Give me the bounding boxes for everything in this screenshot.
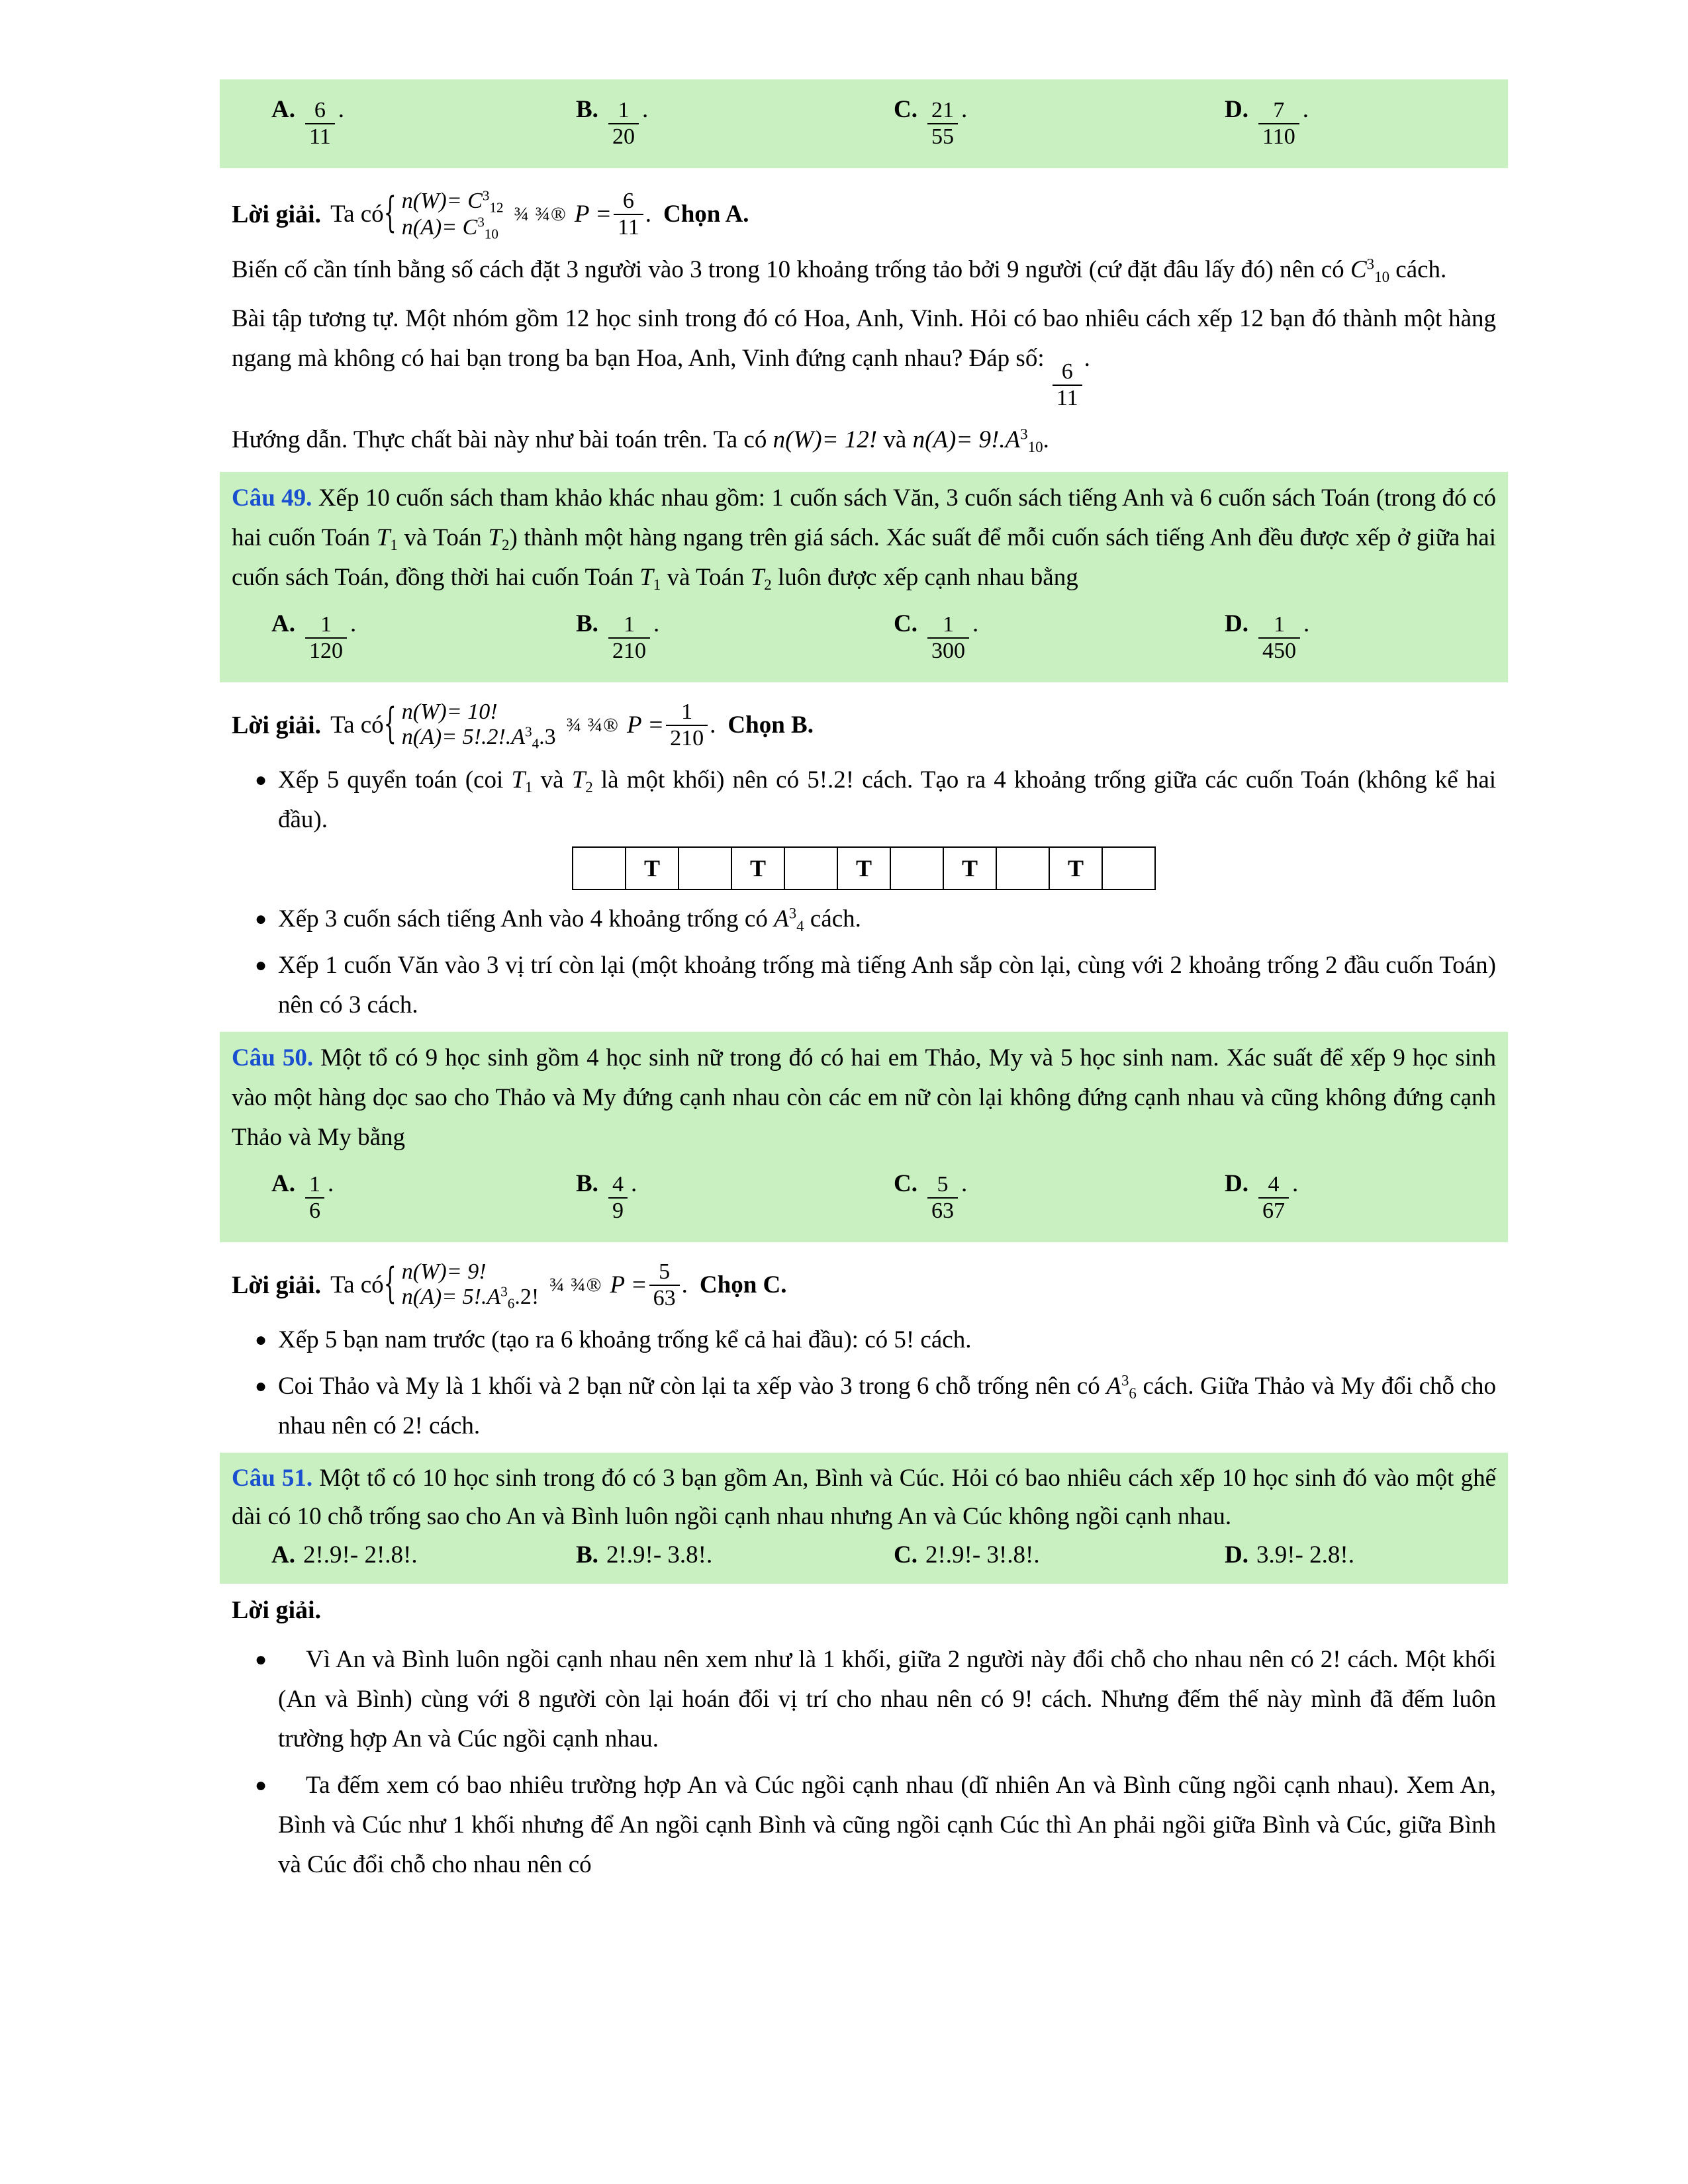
q49-bullet-1-t2: T [571, 766, 586, 794]
q48-combination-sub: 10 [1374, 269, 1390, 286]
option-b-period: . [641, 96, 649, 123]
q48-combination-symbol: C [1350, 256, 1367, 284]
option-a-period: . [338, 96, 345, 123]
q49-answers-row [232, 600, 1496, 674]
q50-probability-denominator: 63 [649, 1285, 680, 1311]
q50-option-c-numerator: 5 [937, 1171, 949, 1197]
q49-solution-system [402, 700, 556, 751]
q50-option-c-period: . [961, 1169, 968, 1197]
q50-option-a-letter: A. [271, 1169, 295, 1197]
q49-n-omega: n(W)= 10! [401, 700, 498, 725]
q51-option-c-text: 2!.9!- 3!.8!. [925, 1541, 1040, 1569]
option-a-denominator: 11 [305, 123, 335, 150]
q49-option-b-period: . [653, 610, 660, 637]
q49-option-a-denominator: 120 [305, 637, 347, 664]
q50-n-a-line [401, 1283, 539, 1312]
q49-probability-fraction [666, 700, 708, 751]
option-a-letter: A. [271, 96, 295, 123]
q49-t3-sub: 1 [653, 576, 661, 593]
option-d-numerator: 7 [1273, 98, 1285, 122]
slot-cell: T [625, 846, 678, 890]
solution-label: Lời giải. [232, 200, 322, 228]
q50-option-b-denominator: 9 [608, 1197, 628, 1224]
q49-text-4: và Toán [667, 563, 745, 591]
q49-option-c-letter: C. [894, 610, 917, 637]
q50-option-b-letter: B. [576, 1169, 598, 1197]
option-d-period: . [1302, 96, 1309, 123]
q51-solution-label [232, 1590, 1496, 1631]
n-omega-label: n(W)= [401, 188, 462, 213]
q49-probability-period: . [710, 711, 716, 739]
q49-probability-numerator: 1 [681, 700, 693, 725]
q50-implies-arrow: ¾ ¾® [549, 1273, 602, 1296]
slots-diagram [232, 846, 1496, 890]
q49-t1: T [376, 524, 391, 552]
q51-answers-row [232, 1537, 1496, 1576]
q49-bullet-1-body [278, 760, 1496, 840]
q50-probability-label: P = [610, 1271, 647, 1299]
bullet-icon: ● [254, 1329, 267, 1351]
q49-bullet-2-body [278, 899, 1496, 939]
q49-t2: T [488, 524, 502, 552]
q49-solution-label: Lời giải. [232, 711, 322, 739]
bullet-icon: ● [254, 954, 267, 977]
q49-choose-answer: Chọn B. [727, 711, 814, 739]
q49-probability-label: P = [626, 711, 665, 739]
slot-cell: T [837, 846, 890, 890]
q48-hint-na-sub: 10 [1027, 439, 1043, 456]
q49-t4-sub: 2 [764, 576, 772, 593]
q49-option-a-letter: A. [271, 610, 295, 637]
q51-statement [232, 1459, 1496, 1535]
q49-option-c-denominator: 300 [927, 637, 969, 664]
q50-bullet-2-sup: 3 [1121, 1372, 1129, 1389]
option-c-period: . [961, 96, 968, 123]
q49-text-3: ) thành một hàng ngang trên giá sách. Xác suất để mỗi cuốn sách tiếng Anh đều được xếp ở giữa hai cuốn sách Toán, đồng thời hai cuốn Toán [232, 524, 1496, 591]
q49-block [220, 472, 1508, 682]
q50-n-a-value: 5!.A [462, 1284, 501, 1309]
q48-explanation-1-tail: cách. [1395, 256, 1447, 284]
solution-lead: Ta có [330, 201, 384, 228]
q49-bullet-2-arrangement: A [774, 905, 789, 933]
q50-n-a-label: n(A)= [401, 1284, 457, 1309]
bullet-icon: ● [254, 908, 267, 931]
q49-option-b-fraction [608, 612, 650, 664]
q50-solution-line [232, 1259, 1496, 1311]
q51-option-c[interactable] [894, 1541, 1225, 1569]
q50-option-a-denominator: 6 [305, 1197, 324, 1224]
q48-explanation-1 [232, 250, 1496, 290]
system-brace: { [383, 189, 397, 238]
option-d-fraction [1258, 98, 1299, 150]
q49-solution-lead: Ta có [330, 711, 384, 739]
q48-hint [232, 420, 1496, 460]
q48-hint-period: . [1043, 426, 1049, 454]
q48-hint-na-sup: 3 [1020, 426, 1028, 443]
q48-similar-exercise [232, 299, 1496, 411]
option-b[interactable] [576, 95, 894, 150]
option-b-fraction [608, 98, 639, 150]
option-b-denominator: 20 [608, 123, 639, 150]
answers-row [232, 86, 1496, 160]
probability-denominator: 11 [614, 214, 643, 240]
n-omega-sup: 3 [482, 187, 490, 204]
q50-answers-row [232, 1160, 1496, 1234]
n-omega-sub: 12 [489, 199, 504, 216]
q49-option-b-denominator: 210 [608, 637, 650, 664]
option-c-fraction [927, 98, 958, 150]
q49-option-a[interactable] [271, 610, 576, 664]
q50-option-d-numerator: 4 [1268, 1171, 1280, 1197]
q49-n-a-line [401, 723, 556, 752]
n-a-value: C [462, 214, 478, 240]
q51-block [220, 1453, 1508, 1584]
q49-option-d-period: . [1303, 610, 1310, 637]
q50-probability-period: . [681, 1271, 688, 1299]
system-line-2 [402, 215, 498, 240]
q49-bullet-2 [232, 899, 1496, 939]
q51-bullet-1-body: Vì An và Bình luôn ngồi cạnh nhau nên xem như là 1 khối, giữa 2 người này đổi chỗ cho nhau nên có 2! cách. Một khối (An và Bình) cùng với 8 người còn lại hoán đổi vị trí cho nhau nên có 9! cách. Nhưng đếm thế này mình đã đếm luôn trường hợp An và Cúc ngồi cạnh nhau. [278, 1646, 1496, 1753]
q49-bullet-1-t2-sub: 2 [585, 779, 593, 796]
q49-solution-line [232, 700, 1496, 751]
option-c[interactable] [894, 95, 1225, 150]
q50-option-b-fraction [608, 1172, 628, 1224]
q50-option-a-fraction [305, 1172, 324, 1224]
q51-option-d-text: 3.9!- 2.8!. [1256, 1541, 1354, 1569]
q48-answer-row [220, 79, 1508, 168]
option-c-denominator: 55 [927, 123, 958, 150]
q50-choose-answer: Chọn C. [699, 1271, 787, 1299]
q48-similar-fraction [1053, 359, 1082, 411]
bullet-icon: ● [254, 1774, 267, 1797]
slot-cell: T [731, 846, 784, 890]
q49-option-d-numerator: 1 [1274, 612, 1286, 637]
q49-option-c-fraction [927, 612, 969, 664]
q49-implies-arrow: ¾ ¾® [566, 713, 619, 736]
q50-option-d-fraction [1258, 1172, 1289, 1224]
q50-n-a-sub: 6 [507, 1295, 515, 1312]
q50-option-a[interactable] [271, 1169, 576, 1224]
probability-label: P = [574, 201, 612, 228]
n-a-label: n(A)= [401, 214, 457, 240]
q49-bullet-3-body: Xếp 1 cuốn Văn vào 3 vị trí còn lại (một khoảng trống mà tiếng Anh sắp còn lại, cùng với 2 khoảng trống 2 đầu cuốn Toán) nên có 3 cách. [278, 952, 1496, 1019]
q49-option-a-fraction [305, 612, 347, 664]
q50-option-b[interactable] [576, 1169, 894, 1224]
q48-similar-period: . [1084, 345, 1090, 373]
q50-n-a-sup: 3 [500, 1283, 508, 1300]
q51-label: Câu 51. [232, 1465, 313, 1492]
n-omega-value: C [467, 188, 483, 213]
q50-option-d-period: . [1292, 1169, 1299, 1197]
option-d-letter: D. [1225, 96, 1248, 123]
q50-option-a-period: . [328, 1169, 334, 1197]
q49-statement [232, 478, 1496, 598]
option-a-numerator: 6 [314, 98, 326, 122]
option-d-denominator: 110 [1258, 123, 1299, 150]
q51-option-a[interactable] [271, 1541, 576, 1569]
q51-bullet-1 [232, 1640, 1496, 1759]
q49-t3: T [639, 563, 653, 591]
q48-explanation-1-text: Biến cố cần tính bằng số cách đặt 3 người vào 3 trong 10 khoảng trống tảo bởi 9 người (cứ đặt đâu lấy đó) nên có [232, 256, 1344, 284]
q51-option-c-letter: C. [894, 1541, 917, 1569]
q51-bullet-2-body: Ta đếm xem có bao nhiêu trường hợp An và Cúc ngồi cạnh nhau (dĩ nhiên An và Bình cũng ngồi cạnh nhau). Xem An, Bình và Cúc như 1 khối nhưng để An ngồi cạnh Bình và cũng ngồi cạnh Cúc thì An phải ngồi giữa Bình và Cúc, giữa Bình và Cúc đổi chỗ cho nhau nên có [278, 1772, 1496, 1879]
q50-solution-label: Lời giải. [232, 1271, 322, 1299]
q50-bullet-2-sub: 6 [1129, 1385, 1137, 1402]
q49-option-b-letter: B. [576, 610, 598, 637]
q51-solution-label-text: Lời giải. [232, 1596, 322, 1624]
q51-option-b-letter: B. [576, 1541, 598, 1569]
q49-bullet-2-text-b: cách. [810, 905, 861, 933]
q49-option-d-denominator: 450 [1258, 637, 1300, 664]
q49-bullet-1-t1-sub: 1 [525, 779, 533, 796]
q51-option-a-letter: A. [271, 1541, 295, 1569]
option-a[interactable] [271, 95, 576, 150]
option-b-letter: B. [576, 96, 598, 123]
q51-option-b-text: 2!.9!- 3.8!. [606, 1541, 713, 1569]
system-line-1 [401, 187, 504, 216]
option-c-letter: C. [894, 96, 917, 123]
q48-hint-text: Hướng dẫn. Thực chất bài này như bài toán trên. Ta có [232, 426, 767, 454]
q50-option-d-denominator: 67 [1258, 1197, 1289, 1224]
q50-label: Câu 50. [232, 1044, 314, 1072]
solution-system [402, 188, 504, 241]
q49-text-5: luôn được xếp cạnh nhau bằng [778, 563, 1078, 591]
slot-cell [784, 846, 837, 890]
q49-t1-sub: 1 [390, 536, 398, 553]
q49-n-a-tail: .3 [539, 724, 556, 749]
q49-bullet-1 [232, 760, 1496, 840]
q51-option-d[interactable] [1225, 1541, 1423, 1569]
q48-hint-na-value: 9!.A [978, 426, 1021, 454]
q49-text-1: Xếp 10 cuốn sách tham khảo khác nhau gồm: 1 cuốn sách Văn, 3 cuốn sách tiếng Anh và 6 cuốn sách Toán (trong đó có hai cuốn Toán [232, 484, 1496, 552]
q50-option-b-numerator: 4 [612, 1171, 624, 1197]
q50-probability-numerator: 5 [659, 1259, 671, 1285]
q48-hint-na-label: n(A)= [912, 426, 973, 454]
q49-n-a-label: n(A)= [401, 724, 457, 749]
probability-period: . [645, 201, 651, 228]
q51-option-a-text: 2!.9!- 2!.8!. [303, 1541, 418, 1569]
q49-option-c-numerator: 1 [943, 612, 955, 637]
q49-option-a-period: . [350, 610, 357, 637]
q49-option-d[interactable] [1225, 610, 1423, 664]
q49-system-brace: { [383, 700, 397, 749]
q49-n-a-sup: 3 [525, 723, 532, 740]
slot-cell [996, 846, 1049, 890]
q50-bullet-2 [232, 1367, 1496, 1446]
q49-bullet-1-t1: T [511, 766, 526, 794]
option-b-numerator: 1 [618, 98, 630, 122]
bullet-icon: ● [254, 1649, 267, 1671]
q49-bullet-2-text-a: Xếp 3 cuốn sách tiếng Anh vào 4 khoảng trống có [278, 905, 768, 933]
q51-bullet-2 [232, 1766, 1496, 1885]
q50-option-c-letter: C. [894, 1169, 917, 1197]
q49-label: Câu 49. [232, 484, 312, 512]
q49-option-c[interactable] [894, 610, 1225, 664]
q49-bullet-2-sup: 3 [788, 905, 797, 922]
q48-similar-text: Bài tập tương tự. Một nhóm gồm 12 học sinh trong đó có Hoa, Anh, Vinh. Hỏi có bao nhiêu cách xếp 12 bạn đó thành một hàng ngang mà không có hai bạn trong ba bạn Hoa, Anh, Vinh đứng cạnh nhau? Đáp số: [232, 305, 1496, 373]
implies-arrow: ¾ ¾® [514, 203, 567, 225]
q50-system-brace: { [383, 1259, 397, 1309]
q50-statement [232, 1038, 1496, 1158]
q49-bullet-3 [232, 946, 1496, 1025]
q49-option-a-numerator: 1 [320, 612, 332, 637]
q49-option-c-period: . [972, 610, 979, 637]
q49-option-b[interactable] [576, 610, 894, 664]
q49-t4: T [750, 563, 765, 591]
q51-text: Một tổ có 10 học sinh trong đó có 3 bạn gồm An, Bình và Cúc. Hỏi có bao nhiêu cách xếp 10 học sinh đó vào một ghế dài có 10 chỗ trống sao cho An và Bình luôn ngồi cạnh nhau nhưng An và Cúc không ngồi cạnh nhau. [232, 1465, 1496, 1530]
q50-solution-system [402, 1260, 539, 1310]
option-d[interactable] [1225, 95, 1423, 150]
q50-option-d-letter: D. [1225, 1169, 1248, 1197]
q49-n-a-value: 5!.2!.A [462, 724, 526, 749]
slot-cell: T [1049, 846, 1102, 890]
q49-probability-denominator: 210 [666, 725, 708, 751]
q48-combination-sup: 3 [1366, 255, 1375, 273]
slot-cell: T [943, 846, 996, 890]
q48-solution-line [232, 188, 1496, 241]
q48-similar-denominator: 11 [1053, 385, 1082, 411]
q50-probability-fraction [649, 1259, 680, 1311]
q49-text-2: và Toán [404, 524, 482, 552]
bullet-icon: ● [254, 769, 267, 792]
q50-option-a-numerator: 1 [308, 1171, 320, 1197]
slot-cell [890, 846, 943, 890]
q50-block [220, 1032, 1508, 1242]
option-a-fraction [305, 98, 335, 150]
q49-option-d-fraction [1258, 612, 1300, 664]
slot-cell [572, 846, 625, 890]
n-a-sup: 3 [477, 214, 485, 230]
q51-option-d-letter: D. [1225, 1541, 1248, 1569]
q49-n-a-sub: 4 [532, 735, 539, 752]
q48-hint-n-omega: n(W)= 12! [773, 426, 878, 454]
q50-n-a-tail: .2! [514, 1284, 539, 1309]
bullet-icon: ● [254, 1375, 267, 1398]
q49-option-d-letter: D. [1225, 610, 1248, 637]
q50-bullet-1 [232, 1320, 1496, 1360]
probability-numerator: 6 [622, 189, 634, 214]
q49-t2-sub: 2 [501, 536, 510, 553]
q50-option-d[interactable] [1225, 1169, 1423, 1224]
slot-cell [1102, 846, 1156, 890]
q50-bullet-2-body [278, 1367, 1496, 1446]
q50-option-b-period: . [630, 1169, 637, 1197]
q50-text: Một tổ có 9 học sinh gồm 4 học sinh nữ trong đó có hai em Thảo, My và 5 học sinh nam. Xác suất để xếp 9 học sinh vào một hàng dọc sao cho Thảo và My đứng cạnh nhau còn các em nữ còn lại không đứng cạnh nhau và cũng không đứng cạnh Thảo và My bằng [232, 1044, 1497, 1151]
q50-solution-lead: Ta có [330, 1271, 384, 1299]
q49-bullet-1-and: và [540, 766, 564, 794]
q50-bullet-2-arrangement: A [1106, 1373, 1121, 1400]
q50-bullet-2-text-b: cách. Giữa Thảo và My đổi chỗ cho nhau nên có 2! cách. [278, 1373, 1497, 1440]
q50-option-c-denominator: 63 [927, 1197, 958, 1224]
q49-option-b-numerator: 1 [623, 612, 635, 637]
probability-fraction [614, 189, 643, 240]
q50-option-c[interactable] [894, 1169, 1225, 1224]
q50-option-c-fraction [927, 1172, 958, 1224]
q49-bullet-2-sub: 4 [796, 918, 804, 935]
q48-hint-and: và [883, 426, 907, 454]
q50-n-omega: n(W)= 9! [401, 1259, 487, 1285]
q51-option-b[interactable] [576, 1541, 894, 1569]
q49-bullet-1-text-a: Xếp 5 quyển toán (coi [278, 766, 504, 794]
option-c-numerator: 21 [931, 98, 955, 122]
n-a-sub: 10 [484, 226, 498, 242]
q50-bullet-2-text-a: Coi Thảo và My là 1 khối và 2 bạn nữ còn lại ta xếp vào 3 trong 6 chỗ trống nên có [278, 1373, 1100, 1400]
slot-cell [678, 846, 731, 890]
q50-bullet-1-body: Xếp 5 bạn nam trước (tạo ra 6 khoảng trống kể cả hai đầu): có 5! cách. [278, 1326, 972, 1354]
choose-answer: Chọn A. [663, 201, 749, 228]
q49-bullet-1-text-c: là một khối) nên có 5!.2! cách. Tạo ra 4 khoảng trống giữa các cuốn Toán (không kể hai đầu). [278, 766, 1497, 834]
q48-similar-numerator: 6 [1061, 359, 1073, 384]
